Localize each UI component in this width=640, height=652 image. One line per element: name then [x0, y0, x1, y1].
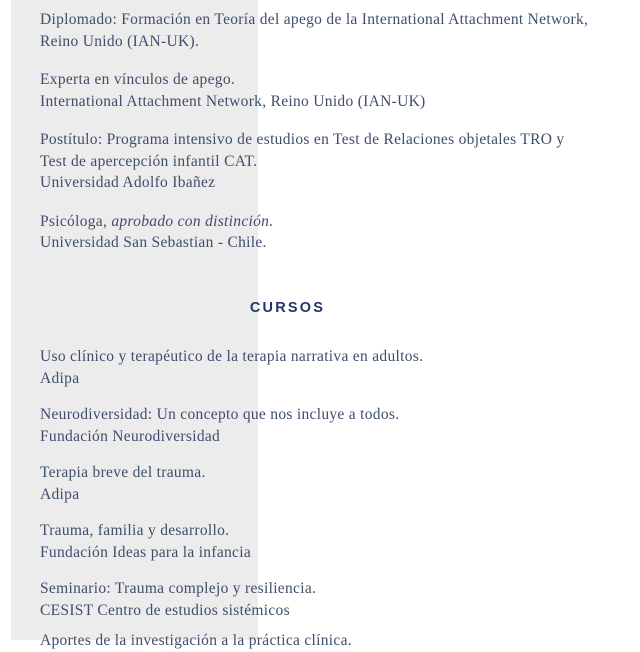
course-provider: Fundación Ideas para la infancia [40, 543, 252, 561]
education-paragraph [40, 9, 625, 52]
education-line: Test de apercepción infantil CAT. [40, 152, 258, 170]
education-line: International Attachment Network, Reino Unido (IAN-UK) [40, 92, 426, 110]
course-provider: CESIST Centro de estudios sistémicos [40, 601, 290, 619]
course-provider: Fundación Neurodiversidad [40, 427, 221, 445]
education-paragraph [40, 211, 625, 254]
education-line: Diplomado: Formación en Teoría del apego de la International Attachment Network, [40, 11, 589, 28]
course-title: Neurodiversidad: Un concepto que nos incluye a todos. [40, 406, 400, 423]
truncated-course-line: Aportes de la investigación a la práctica clínica. [40, 632, 352, 649]
education-line: Universidad San Sebastian - Chile. [40, 234, 267, 251]
content-column [40, 0, 625, 649]
course-item [40, 346, 625, 389]
education-section [40, 9, 625, 254]
education-line: Universidad Adolfo Ibañez [40, 174, 216, 191]
education-paragraph [40, 129, 625, 194]
education-line: Postítulo: Programa intensivo de estudios en Test de Relaciones objetales TRO y [40, 131, 565, 148]
course-provider: Adipa [40, 485, 80, 503]
education-paragraph [40, 69, 625, 112]
course-title: Terapia breve del trauma. [40, 464, 206, 481]
course-title: Uso clínico y terapéutico de la terapia narrativa en adultos. [40, 348, 424, 365]
psicologa-italic-credential: aprobado con distinción. [111, 212, 274, 230]
courses-section [40, 346, 625, 621]
course-item [40, 520, 625, 563]
courses-heading: CURSOS [249, 299, 326, 316]
education-line: Reino Unido (IAN-UK). [40, 32, 200, 50]
course-item [40, 578, 625, 621]
course-item [40, 404, 625, 447]
education-line: Experta en vínculos de apego. [40, 71, 236, 88]
psicologa-prefix: Psicóloga, [40, 212, 112, 230]
course-title: Trauma, familia y desarrollo. [40, 522, 230, 539]
psicologa-line [40, 211, 625, 233]
course-item [40, 462, 625, 505]
courses-heading-wrap [40, 297, 535, 320]
course-provider: Adipa [40, 369, 80, 387]
course-title: Seminario: Trauma complejo y resiliencia. [40, 580, 317, 597]
